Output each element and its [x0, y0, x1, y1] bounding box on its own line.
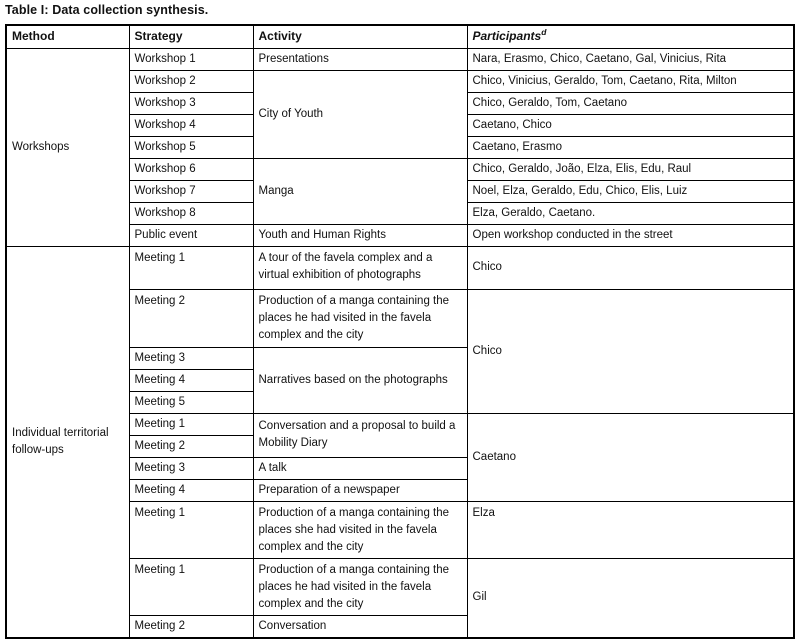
column-header-strategy: Strategy [129, 25, 253, 48]
participants-cell: Elza, Geraldo, Caetano. [467, 202, 794, 224]
activity-cell: Production of a manga containing the places he had visited in the favela complex and the city [253, 289, 467, 347]
activity-cell-mobility-diary: Conversation and a proposal to build a Mobility Diary [253, 413, 467, 457]
activity-cell-manga: Manga [253, 158, 467, 224]
participants-cell-caetano: Caetano [467, 413, 794, 501]
participants-cell: Open workshop conducted in the street [467, 224, 794, 246]
participants-cell: Chico, Geraldo, Tom, Caetano [467, 92, 794, 114]
strategy-cell: Workshop 5 [129, 136, 253, 158]
activity-cell-city-of-youth: City of Youth [253, 70, 467, 158]
strategy-cell: Workshop 7 [129, 180, 253, 202]
participants-cell: Noel, Elza, Geraldo, Edu, Chico, Elis, Luiz [467, 180, 794, 202]
participants-cell: Caetano, Erasmo [467, 136, 794, 158]
strategy-cell: Meeting 3 [129, 457, 253, 479]
activity-cell: Presentations [253, 48, 467, 70]
method-cell-workshops: Workshops [6, 48, 129, 246]
participants-cell: Chico, Vinicius, Geraldo, Tom, Caetano, Rita, Milton [467, 70, 794, 92]
activity-cell: Production of a manga containing the places he had visited in the favela complex and the city [253, 558, 467, 615]
table-row [6, 246, 794, 289]
participants-cell: Chico, Geraldo, João, Elza, Elis, Edu, Raul [467, 158, 794, 180]
table-title: Table I: Data collection synthesis. [5, 3, 209, 17]
strategy-cell: Workshop 3 [129, 92, 253, 114]
column-header-participants [467, 25, 794, 48]
strategy-cell: Workshop 2 [129, 70, 253, 92]
activity-cell: A talk [253, 457, 467, 479]
participants-cell: Nara, Erasmo, Chico, Caetano, Gal, Vinicius, Rita [467, 48, 794, 70]
strategy-cell: Meeting 1 [129, 413, 253, 435]
activity-cell: Youth and Human Rights [253, 224, 467, 246]
participants-cell: Caetano, Chico [467, 114, 794, 136]
participants-header-label: Participants [472, 29, 542, 44]
activity-cell: Production of a manga containing the places she had visited in the favela complex and the city [253, 501, 467, 558]
participants-cell-chico: Chico [467, 289, 794, 413]
table-row [6, 48, 794, 70]
column-header-method: Method [6, 25, 129, 48]
strategy-cell: Meeting 2 [129, 289, 253, 347]
activity-cell: A tour of the favela complex and a virtual exhibition of photographs [253, 246, 467, 289]
activity-cell: Conversation [253, 615, 467, 638]
strategy-cell: Public event [129, 224, 253, 246]
strategy-cell: Workshop 1 [129, 48, 253, 70]
strategy-cell: Meeting 1 [129, 501, 253, 558]
header-row [6, 25, 794, 48]
strategy-cell: Meeting 3 [129, 347, 253, 369]
activity-cell: Preparation of a newspaper [253, 479, 467, 501]
strategy-cell: Meeting 2 [129, 435, 253, 457]
activity-cell-narratives: Narratives based on the photographs [253, 347, 467, 413]
strategy-cell: Workshop 8 [129, 202, 253, 224]
strategy-cell: Meeting 4 [129, 369, 253, 391]
participants-cell-elza: Elza [467, 501, 794, 558]
strategy-cell: Workshop 6 [129, 158, 253, 180]
column-header-activity: Activity [253, 25, 467, 48]
method-cell-followups: Individual territorial follow-ups [6, 246, 129, 638]
strategy-cell: Workshop 4 [129, 114, 253, 136]
participants-cell: Chico [467, 246, 794, 289]
strategy-cell: Meeting 1 [129, 558, 253, 615]
participants-cell-gil: Gil [467, 558, 794, 638]
strategy-cell: Meeting 1 [129, 246, 253, 289]
strategy-cell: Meeting 2 [129, 615, 253, 638]
strategy-cell: Meeting 5 [129, 391, 253, 413]
strategy-cell: Meeting 4 [129, 479, 253, 501]
data-collection-table [5, 24, 795, 639]
participants-footnote-marker: d [541, 27, 547, 38]
